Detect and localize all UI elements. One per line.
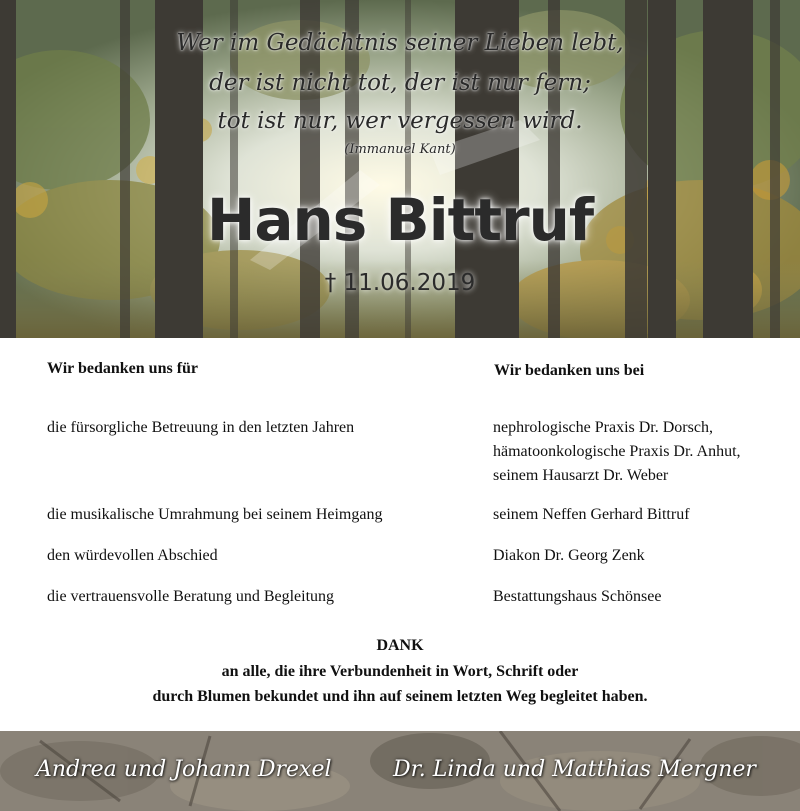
dank-line: an alle, die ihre Verbundenheit in Wort, Schrift oder	[221, 663, 579, 680]
quote-author: (Immanuel Kant)	[344, 142, 456, 157]
quote-line-2: der ist nicht tot, der ist nur fern;	[209, 70, 591, 96]
left-item: die fürsorgliche Betreuung in den letzten Jahren	[47, 419, 355, 436]
death-date: † 11.06.2019	[324, 270, 476, 296]
forest-header	[0, 0, 800, 338]
right-item: seinem Neffen Gerhard Bittruf	[493, 506, 690, 523]
quote-line-3: tot ist nur, wer vergessen wird.	[217, 108, 583, 134]
signature-right: Dr. Linda und Matthias Mergner	[393, 757, 756, 782]
right-item: seinem Hausarzt Dr. Weber	[493, 467, 669, 484]
left-item: die musikalische Umrahmung bei seinem Heimgang	[47, 506, 383, 523]
right-column-heading: Wir bedanken uns bei	[494, 362, 645, 379]
right-item: Bestattungshaus Schönsee	[493, 588, 662, 605]
right-item: hämatoonkologische Praxis Dr. Anhut,	[493, 443, 741, 460]
left-item: den würdevollen Abschied	[47, 547, 218, 564]
right-item: nephrologische Praxis Dr. Dorsch,	[493, 419, 713, 436]
signature-left: Andrea und Johann Drexel	[36, 757, 332, 782]
left-column-heading: Wir bedanken uns für	[47, 360, 199, 377]
right-item: Diakon Dr. Georg Zenk	[493, 547, 645, 564]
quote-line-1: Wer im Gedächtnis seiner Lieben lebt,	[176, 30, 624, 56]
dank-heading: DANK	[376, 637, 424, 654]
dank-line: durch Blumen bekundet und ihn auf seinem letzten Weg begleitet haben.	[152, 688, 648, 705]
signature-footer	[0, 731, 800, 811]
deceased-name: Hans Bittruf	[206, 186, 594, 254]
left-item: die vertrauensvolle Beratung und Begleitung	[47, 588, 335, 605]
